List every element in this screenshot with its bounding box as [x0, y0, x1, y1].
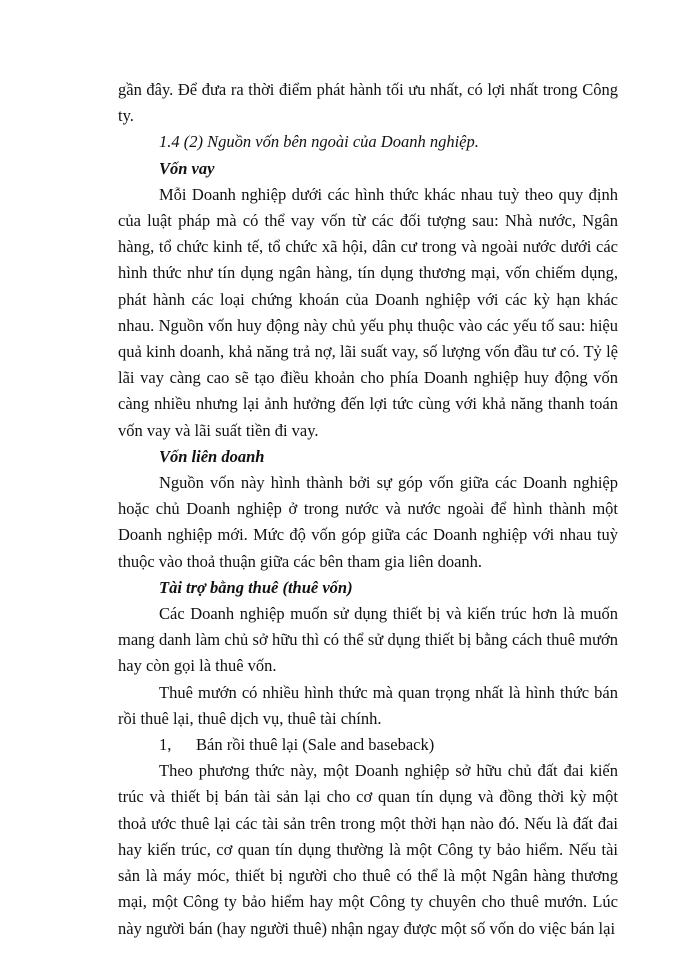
paragraph-joint-venture-capital: Nguồn vốn này hình thành bởi sự góp vốn giữa các Doanh nghiệp hoặc chủ Doanh nghiệp ở trong nước và nước ngoài để hình thành một Doanh nghiệp mới. Mức độ vốn góp giữa các Doanh nghiệp với nhau tuỳ thuộc vào thoả thuận giữa các bên tham gia liên doanh. [118, 473, 618, 571]
document-body [118, 77, 618, 942]
numbered-item-sale-leaseback [118, 732, 618, 758]
item-title: Bán rồi thuê lại (Sale and baseback) [196, 735, 435, 755]
paragraph-lease-intro: Các Doanh nghiệp muốn sử dụng thiết bị và kiến trúc hơn là muốn mang danh làm chủ sở hữu thì có thể sử dụng thiết bị bằng cách thuê mướn hay còn gọi là thuê vốn. [118, 604, 618, 676]
subheading-loan-capital: Vốn vay [159, 158, 215, 178]
subheading-joint-venture-capital: Vốn liên doanh [159, 446, 265, 466]
continuation-paragraph: gần đây. Để đưa ra thời điểm phát hành tối ưu nhất, có lợi nhất trong Công ty. [118, 80, 618, 126]
paragraph-lease-forms: Thuê mướn có nhiều hình thức mà quan trọng nhất là hình thức bán rồi thuê lại, thuê dịch vụ, thuê tài chính. [118, 682, 618, 728]
item-number: 1, [159, 735, 172, 755]
paragraph-sale-leaseback: Theo phương thức này, một Doanh nghiệp sở hữu chủ đất đai kiến trúc và thiết bị bán tài sản lại cho cơ quan tín dụng và đồng thời kỳ một thoả ước thuê lại các tài sản trên trong một thời hạn nào đó. Nếu là đất đai hay kiến trúc, cơ quan tín dụng thường là một Công ty bảo hiểm. Nếu tài sản là máy móc, thiết bị người cho thuê có thể là một Ngân hàng thương mại, một Công ty bảo hiểm hay một Công ty chuyên cho thuê mướn. Lúc này người bán (hay người thuê) nhận ngay được một số vốn do việc bán lại [118, 761, 618, 938]
paragraph-loan-capital: Mỗi Doanh nghiệp dưới các hình thức khác nhau tuỳ theo quy định của luật pháp mà có thể vay vốn từ các đối tượng sau: Nhà nước, Ngân hàng, tổ chức kinh tế, tổ chức xã hội, dân cư trong và ngoài nước dưới các hình thức như tín dụng ngân hàng, tín dụng thương mại, vốn chiếm dụng, phát hành các loại chứng khoán của Doanh nghiệp với các kỳ hạn khác nhau. Nguồn vốn huy động này chủ yếu phụ thuộc vào các yếu tố sau: hiệu quả kinh doanh, khả năng trả nợ, lãi suất vay, số lượng vốn đầu tư có. Tỷ lệ lãi vay càng cao sẽ tạo điều khoản cho phía Doanh nghiệp huy động vốn càng nhiều nhưng lại ảnh hưởng đến lợi tức cùng với khả năng thanh toán vốn vay và lãi suất tiền đi vay. [118, 184, 618, 440]
section-heading: 1.4 (2) Nguồn vốn bên ngoài của Doanh nghiệp. [159, 132, 479, 152]
subheading-lease-financing: Tài trợ bằng thuê (thuê vốn) [159, 577, 353, 597]
